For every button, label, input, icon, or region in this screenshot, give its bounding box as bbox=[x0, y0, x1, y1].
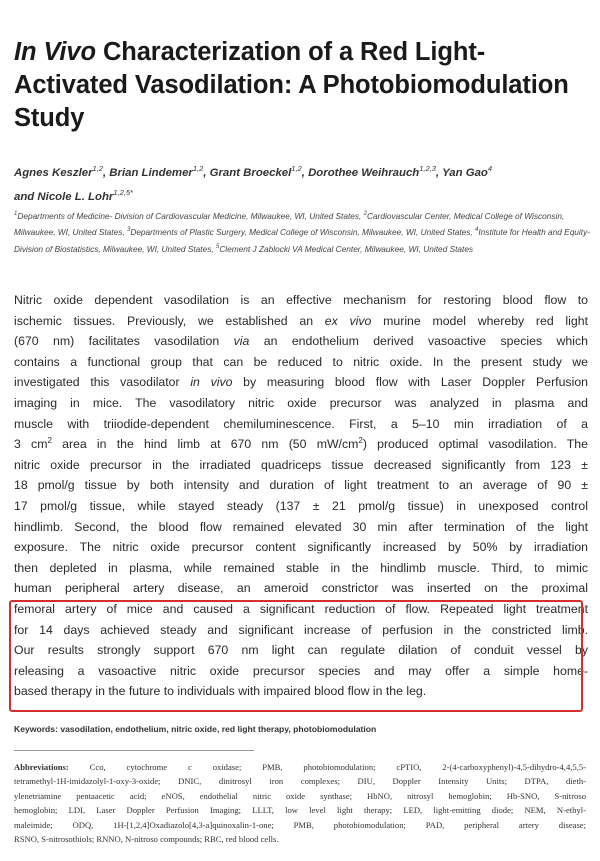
abbrev-line bbox=[14, 760, 586, 774]
author-sup: 1,2 bbox=[192, 164, 204, 173]
abstract-text: by measuring blood flow with Laser Doppler Perfusion bbox=[232, 375, 588, 390]
author-name: Agnes Keszler bbox=[14, 166, 93, 179]
abstract-line bbox=[14, 434, 588, 455]
affil-sup: 4 bbox=[475, 227, 479, 234]
abstract-line: muscle with triiodide-dependent chemiluminescence. First, a 5–10 min irradiation of a bbox=[14, 416, 588, 431]
abstract-sup: 2 bbox=[358, 436, 363, 446]
abbrev-line: RSNO, S-nitrosothiols; RNNO, N-nitroso compounds; RBC, red blood cells. bbox=[14, 834, 279, 845]
author-sup: 1,2,3 bbox=[419, 164, 436, 173]
abstract-line: Our results strongly support 670 nm light can regulate dilation of conduit vessel by bbox=[14, 643, 588, 658]
affil-sup: 1 bbox=[14, 211, 18, 217]
abstract-text: murine model whereby red light bbox=[371, 313, 588, 328]
abstract-line: for 14 days achieved steady and significant increase of perfusion in the constricted limb. bbox=[14, 622, 588, 637]
title-italic: In Vivo bbox=[14, 38, 96, 66]
affil-sup: 2 bbox=[363, 211, 367, 217]
abstract-text: ischemic tissues. Previously, we established an bbox=[14, 313, 325, 328]
author-sup: 1,2,5* bbox=[113, 187, 133, 197]
abstract-line: releasing a vasoactive nitric oxide precursor species and may offer a simple home- bbox=[14, 663, 588, 678]
abstract-text: an endothelium derived vasoactive species which bbox=[249, 334, 588, 349]
abstract-line: hindlimb. Second, the blood flow remained elevated 30 min after termination of the light bbox=[14, 519, 588, 534]
highlight-box bbox=[9, 600, 583, 712]
abstract-line: Nitric oxide dependent vasodilation is an effective mechanism for restoring blood flow to bbox=[14, 293, 588, 307]
abstract-line: then depleted in plasma, while remained stable in the hindlimb muscle. Third, to mimic bbox=[14, 560, 588, 575]
author-name: Nicole L. Lohr bbox=[37, 190, 114, 203]
abstract-sup: 2 bbox=[47, 436, 52, 446]
abstract-line: 18 pmol/g tissue by both intensity and duration of light treatment to an average of 90 ± bbox=[14, 478, 588, 493]
abstract-line: nitric oxide precursor in the irradiated quadriceps tissue decreased significantly from 123 ± bbox=[14, 457, 588, 472]
author-sup: 4 bbox=[487, 164, 493, 173]
abstract-line: femoral artery of mice and caused a significant reduction of flow. Repeated light treatment bbox=[14, 601, 588, 616]
author-list: Agnes Keszler$^{1,2}$, Brian Lindemer$^{1,2}$, Grant Broeckel$^{1,2}$, Dorothee Weihrauch$^{1,2,3}$, Yan Gao$^4$ and Nicole L. Lohr$^{1,2,5*}$ bbox=[14, 164, 493, 203]
abstract-text: 3 cm bbox=[14, 437, 48, 452]
author-sup: 1,2 bbox=[92, 164, 103, 173]
abstract-italic: in vivo bbox=[190, 375, 233, 390]
abstract-line: imaging in mice. The vasodilatory nitric oxide precursor was analyzed in plasma and bbox=[14, 395, 588, 410]
abstract-line bbox=[14, 331, 588, 352]
paper-title bbox=[14, 36, 586, 135]
abstract-text: area in the hind limb at 670 nm (50 mW/cm bbox=[51, 437, 359, 452]
abstract-text: (670 nm) facilitates vasodilation bbox=[14, 334, 234, 349]
abstract-italic: ex vivo bbox=[324, 313, 372, 328]
affil-text: Clement J Zablocki VA Medical Center, Milwaukee, WI, United States bbox=[219, 243, 474, 254]
abstract-text: investigated this vasodilator bbox=[14, 375, 191, 390]
abbrev-line: tetramethyl-1H-imidazolyl-1-oxy-3-oxide; DNIC, dinitrosyl iron complexes; DIU, Doppler Intensity Units; DTPA, dieth- bbox=[14, 776, 586, 787]
abstract-line: exposure. The nitric oxide precursor content significantly increased by 50% by irradiation bbox=[14, 540, 588, 555]
abstract-line: contains a functional group that can be reduced to nitric oxide. In the present study we bbox=[14, 354, 588, 369]
abbreviations bbox=[14, 760, 586, 846]
abstract-italic: via bbox=[233, 334, 250, 349]
keywords: Keywords: vasodilation, endothelium, nitric oxide, red light therapy, photobiomodulation bbox=[14, 724, 377, 734]
abstract-line: human peripheral artery disease, an ameroid constrictor was inserted on the proximal bbox=[14, 581, 588, 596]
author-sup: 1,2 bbox=[291, 164, 302, 173]
footnote-divider bbox=[14, 750, 254, 751]
affil-text: Cardiovascular Center, Medical College of Wisconsin, Milwaukee, WI, United States, bbox=[14, 210, 565, 238]
title-rest: Characterization of a Red Light-Activated Vasodilation: A Photobiomodulation Study bbox=[14, 38, 569, 132]
abstract-line: based therapy in the future to individuals with impaired blood flow in the leg. bbox=[14, 684, 427, 699]
affiliations bbox=[14, 207, 594, 256]
affil-text: Departments of Plastic Surgery, Medical College of Wisconsin, Milwaukee, WI, United States, bbox=[130, 227, 476, 238]
abstract-text: ) produced optimal vasodilation. The bbox=[362, 437, 588, 452]
abstract-line: 17 pmol/g tissue, while stayed steady (137 ± 21 pmol/g tissue) in unexposed control bbox=[14, 498, 588, 513]
abbrev-line: maleimide; ODQ, 1H-[1,2,4]Oxadiazolo[4,3-a]quinoxalin-1-one; PMB, photobiomodulation; PAD, peripheral artery disease; bbox=[14, 819, 586, 830]
author-name: Grant Broeckel bbox=[209, 166, 292, 179]
abbrev-line: ylenetriamine pentaacetic acid; eNOS, endothelial nitric oxide synthase; HbNO, nitrosyl hemoglobin; Hb-SNO, S-nitroso bbox=[14, 790, 586, 801]
affil-text: Departments of Medicine- Division of Cardiovascular Medicine, Milwaukee, WI, United States, bbox=[17, 210, 364, 221]
author-name: Yan Gao bbox=[442, 166, 488, 179]
abbrev-text: Cco, cytochrome c oxidase; PMB, photobiomodulation; cPTIO, 2-(4-carboxyphenyl)-4,5-dihydro-4,4,5,5- bbox=[68, 762, 586, 772]
author-name: Dorothee Weihrauch bbox=[308, 166, 420, 179]
affil-sup: 5 bbox=[215, 243, 220, 250]
abstract-line bbox=[14, 311, 588, 332]
abbrev-line: hemoglobin; LDI, Laser Doppler Perfusion Imaging; LLLT, low level light therapy; LED, light-emitting diode; NEM, N-ethyl- bbox=[14, 805, 586, 816]
author-name: Brian Lindemer bbox=[109, 166, 193, 179]
abbrev-label: Abbreviations: bbox=[14, 762, 69, 772]
affil-sup: 3 bbox=[126, 227, 131, 234]
affil-text: Institute for Health and Equity- Division of Biostatistics, Milwaukee, WI, United States, bbox=[14, 227, 590, 254]
abstract-line bbox=[14, 372, 588, 393]
